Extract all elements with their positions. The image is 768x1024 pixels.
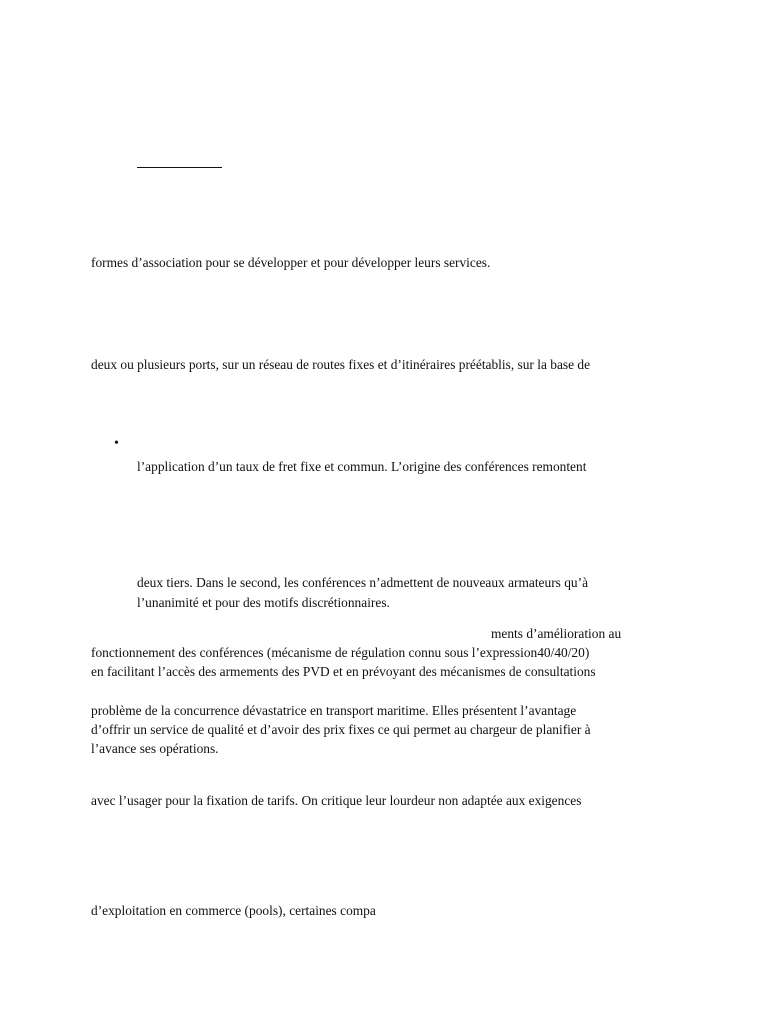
text-line: avec l’usager pour la fixation de tarifs. On critique leur lourdeur non adaptée aux exigences xyxy=(91,793,582,808)
text-line: deux ou plusieurs ports, sur un réseau de routes fixes et d’itinéraires préétablis, sur la base de xyxy=(91,357,591,372)
bullet-icon: • xyxy=(114,436,119,451)
text-line: l’application d’un taux de fret fixe et commun. L’origine des conférences remontent xyxy=(137,459,587,474)
text-line: deux tiers. Dans le second, les conférences n’admettent de nouveaux armateurs qu’à xyxy=(137,575,589,590)
text-line: d’exploitation en commerce (pools), certaines compa xyxy=(91,903,376,918)
text-line: ments d’amélioration au xyxy=(491,626,622,641)
text-line: l’unanimité et pour des motifs discrétionnaires. xyxy=(137,595,390,610)
text-line: problème de la concurrence dévastatrice en transport maritime. Elles présentent l’avantage xyxy=(91,703,577,718)
text-line: fonctionnement des conférences (mécanisme de régulation connu sous l’expression40/40/20) xyxy=(91,645,590,660)
text-line: formes d’association pour se développer et pour développer leurs services. xyxy=(91,255,491,270)
text-line: l’avance ses opérations. xyxy=(91,741,219,756)
text-line: en facilitant l’accès des armements des PVD et en prévoyant des mécanismes de consultations xyxy=(91,664,596,679)
footnote-separator-rule xyxy=(137,167,222,168)
text-line: d’offrir un service de qualité et d’avoir des prix fixes ce qui permet au chargeur de planifier à xyxy=(91,722,591,737)
